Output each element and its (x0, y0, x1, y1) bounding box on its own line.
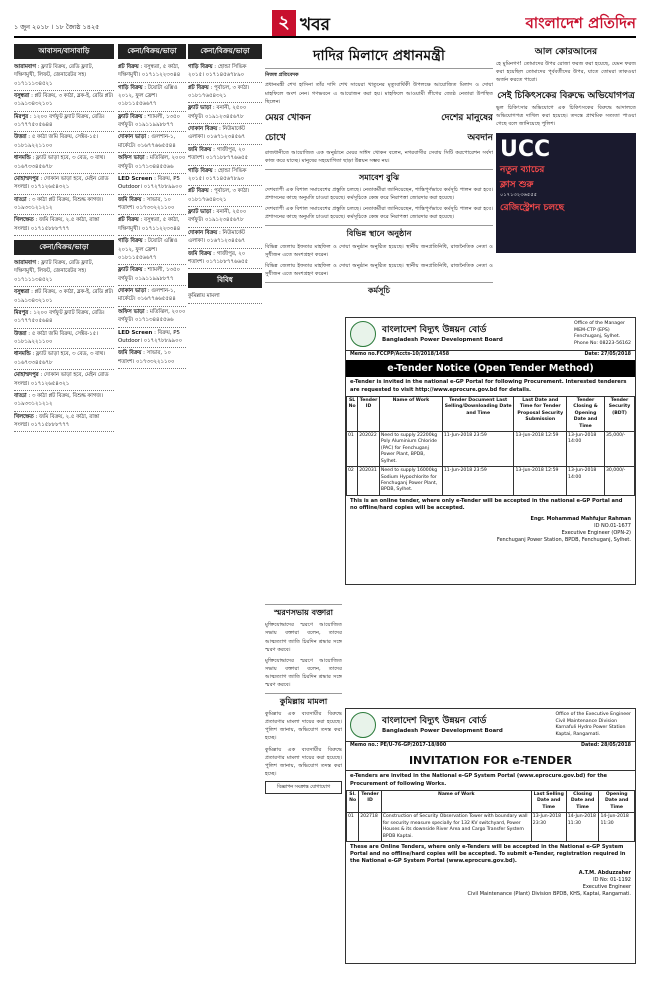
classified-ad: ফ্ল্যাট বিক্রয় : শ্যামলী, ১৩৫০ বর্গফুট। ০১৯১১৯৯৮৮৭৭ (118, 265, 186, 286)
table-row (347, 467, 635, 496)
classified-header: কেনা/বিক্রয়/ভাড়া (188, 44, 262, 59)
classified-ad-text: হোন্ডা সিভিক ২০১৫। ০১৭১৪৫৬৭৮৯০ (188, 63, 247, 79)
classified-ad: মিরপুর : ১২০০ বর্গফুট ফ্ল্যাট বিক্রয়, রেডি। ০১৭৭৭৫০৫৬৪৪ (14, 112, 114, 133)
sub-headline-left-2: চোখে (265, 132, 286, 143)
office-address: Office of the Manager MEM-CTP (EPS) Fenchuganj, Sylhet. Phone No: 08223-56162 (574, 321, 631, 346)
signatory-title: Executive Engineer (OPN-2) (561, 530, 631, 537)
bpdb-name-bn: বাংলাদেশ বিদ্যুৎ উন্নয়ন বোর্ড (382, 716, 487, 727)
classified-ad-title: মোহাম্মদপুর (14, 372, 39, 379)
tender-footer: These are Online Tenders, where only e-Tenders will be accepted in the National e-GP System Portal and no offline/hard copies will be accepted. To submit e-Tender, registration required in the National e-GP System Portal (www.eprocure.gov.bd). (350, 843, 626, 865)
classified-ad-text: গুলশান-১, মার্কেটে। ০১৬৭৭৬৬৫৫৪৪ (118, 134, 176, 149)
news-title: সেই চিকিৎসকের বিরুদ্ধে অভিযোগপত্র (497, 91, 635, 102)
classified-ad-title: বাড্ডা (14, 196, 27, 203)
classified-ad-title: ধানমন্ডি (14, 351, 31, 358)
classified-ad: অফিস ভাড়া : মতিঝিল, ২০০০ বর্গফুট। ০১৭১৩৪৪৫৫৬৬ (118, 153, 186, 174)
bpdb-seal-icon (350, 712, 376, 738)
classified-column-3 (188, 44, 262, 974)
classified-ad-text: বিক্রয়, P5 Outdoor। ০১৭২৭৮৮৯৯০০ (118, 329, 183, 344)
classified-ad-text: দোকান ভাড়া হবে, মেইন রোড সংলগ্ন। ০১৭১২৬৫৪৩২১ (14, 175, 109, 191)
signatory-title: Executive Engineer (582, 883, 631, 890)
article-paragraph: দেশব্যাপী এক বিশাল সমাবেশের প্রস্তুতি চলছে। নেতাকর্মীরা জানিয়েছেন, শান্তিপূর্ণভাবে কর্মসূচি পালন করা হবে। প্রশাসনের কাছে অনুমতি চাওয়া হয়েছে। কর্মসূচিকে কেন্দ্র করে নিরাপত্তা জোরদার করা হয়েছে। (265, 206, 493, 221)
classified-ad-title: বাড্ডা (14, 392, 27, 399)
classified-ad: দোকান ভাড়া : গুলশান-১, মার্কেটে। ০১৬৭৭৬৬৫৫৪৪ (118, 132, 186, 153)
memo-number: Memo no.: PE/U-76-GP/2017-18/800 (350, 743, 447, 749)
table-cell: 13-Jun-2018 12:59 (514, 467, 567, 496)
classified-ad: LED Screen : বিক্রয়, P5 Outdoor। ০১৭২৭৮৮৯৯০০ (118, 174, 186, 195)
classified-ad-title: বসুন্ধরা (14, 92, 30, 99)
classified-ad-title: জমি বিক্রয় (188, 146, 212, 153)
classified-ad: গাড়ি বিক্রয় : হোন্ডা সিভিক ২০১৫। ০১৭১৪৫৬৭৮৯০ (188, 166, 262, 187)
classified-ad: গাড়ি বিক্রয় : টয়োটা এক্সিও ২০১২, ফুল ফ্রেশ। ০১৮১১৫৫৬৬৭৭ (118, 236, 186, 265)
classified-ad-text: ৫ কাঠা জমি বিক্রয়, সেক্টর-১৫। ০১৮১৯২২১১০০ (14, 134, 99, 149)
tender-title: INVITATION FOR e-TENDER (346, 751, 635, 771)
classified-ad: প্লট বিক্রয় : পূর্বাচল, ৩ কাঠা। ০১৮১৭৬৫৪৩২১ (188, 186, 262, 207)
table-header-cell: Tender ID (358, 396, 380, 431)
signatory-id: ID No: 01-1192 (593, 876, 631, 883)
classified-ad-text: ৫ কাঠা জমি বিক্রয়, সেক্টর-১৫। ০১৮১৯২২১১০০ (14, 330, 99, 346)
ucc-phone: ০১৭১৩২৩৬৫৫৫ (500, 191, 538, 198)
sub-headline-right-2: অবদান (467, 132, 493, 143)
classified-ad-title: জমি বিক্রয় (118, 196, 142, 203)
section-heading: বিভিন্ন স্থানে অনুষ্ঠান (265, 225, 493, 240)
table-row (347, 813, 635, 842)
classified-ad: জমি বিক্রয় : গাজীপুর, ২০ শতাংশ। ০১৭১৮৮৭৭৬৬৫৫ (188, 249, 262, 270)
classified-ad: দোকান বিক্রয় : নিউমার্কেট এলাকা। ০১৬৭১২৩৪৫৬৭ (188, 228, 262, 249)
classified-ad-title: মিরপুর (14, 309, 29, 316)
table-header-cell: Tender ID (359, 790, 382, 812)
classified-ad: দোকান বিক্রয় : নিউমার্কেট এলাকা। ০১৬৭১২৩৪৫৬৭ (188, 124, 262, 145)
section-heading: কর্মসূচি (265, 282, 493, 297)
tender-notice-2 (345, 708, 636, 964)
table-cell: 01 (347, 431, 358, 466)
classified-ad: মোহাম্মদপুর : দোকান ভাড়া হবে, মেইন রোড সংলগ্ন। ০১৭১২৬৫৪৩২১ (14, 370, 114, 391)
news-body: ভুল চিকিৎসার অভিযোগে এক চিকিৎসকের বিরুদ্ধে আদালতে অভিযোগপত্র দাখিল করা হয়েছে। তদন্তে প্রাথমিক সত্যতা পাওয়া গেছে বলে জানিয়েছে পুলিশ। (496, 105, 636, 127)
classified-ad: বাড্ডা : ৩ কাঠা প্লট বিক্রয়, বিশুদ্ধ কাগজ। ০১৯৩৩১২১২১২ (14, 195, 114, 216)
classified-ad-text: ফ্ল্যাট বিক্রয়, রেডি ফ্ল্যাট, দক্ষিণমুখী, লিফট, জেনারেটর সহ। ০১৭১১১৩৪৫২১ (14, 260, 94, 283)
tender-notice-1 (345, 317, 636, 585)
classified-ad: মিরপুর : ১২০০ বর্গফুট ফ্ল্যাট বিক্রয়, রেডি। ০১৭৭৭৫০৫৬৪৪ (14, 308, 114, 329)
classified-ad: বসুন্ধরা : প্লট বিক্রয়, ৩ কাঠা, ব্লক-ই, রেডি প্লট। ০১৯১৩৪৩২১০১ (14, 91, 114, 112)
classified-ad-title: ফ্ল্যাট বিক্রয় (118, 267, 143, 274)
classified-ad-title: ধানমন্ডি (14, 155, 31, 162)
tender-footer: This is an online tender, where only e-Tender will be accepted in the national e-GP Portal and no offline/hard copies will be accepted. (350, 497, 623, 512)
classified-ad-title: গাড়ি বিক্রয় (188, 167, 213, 174)
classified-ad: উত্তরা : ৫ কাঠা জমি বিক্রয়, সেক্টর-১৫। ০১৮১৯২২১১০০ (14, 132, 114, 153)
table-header-cell: Last Date and Time for Tender Proposal Security Submission (514, 396, 567, 431)
classified-ad-text: দোকান ভাড়া হবে, মেইন রোড সংলগ্ন। ০১৭১২৬৫৪৩২১ (14, 372, 109, 387)
classified-ad-title: মোহাম্মদপুর (14, 175, 39, 182)
classified-ad-title: অফিস ভাড়া (118, 308, 145, 315)
misc-ad: কুমিল্লায় মামলা (188, 291, 262, 303)
issue-date: ১ জুন ২০১৮ । ১৮ জ্যৈষ্ঠ ১৪২৫ (14, 23, 100, 31)
tender-table (346, 396, 635, 496)
classified-ad-title: গাড়ি বিক্রয় (118, 84, 143, 91)
classified-ad-text: ফ্ল্যাট ভাড়া হবে, ৩ বেড, ৩ বাথ। ০১৬৭৩৩৪৫৬৭৮ (14, 351, 106, 366)
classified-ad: প্লট বিক্রয় : পূর্বাচল, ৩ কাঠা। ০১৮১৭৬৫৪৩২১ (188, 83, 262, 104)
classified-ad-title: গাড়ি বিক্রয় (118, 238, 143, 245)
classified-ad-text: গাজীপুর, ২০ শতাংশ। ০১৭১৮৮৭৭৬৬৫৫ (188, 250, 248, 265)
article-paragraph: বিভিন্ন জেলায় ইফতার মাহফিল ও দোয়া অনুষ্ঠান অনুষ্ঠিত হয়েছে। স্থানীয় জনপ্রতিনিধি, রাজনৈতিক নেতা ও সুধীজন এতে অংশগ্রহণ করেন। (265, 262, 493, 277)
table-cell: 13-Jun-2018 14:00 (567, 431, 605, 466)
tender-table (346, 790, 635, 842)
classified-ad: গাড়ি বিক্রয় : টয়োটা এক্সিও ২০১২, ফুল ফ্রেশ। ০১৮১১৫৫৬৬৭৭ (118, 83, 186, 112)
masthead (14, 8, 636, 38)
section-heading: কুমিল্লায় মামলা (265, 693, 342, 708)
misc-header: বিবিধ (188, 273, 262, 288)
signatory-name: A.T.M. Abduzzaher (578, 869, 631, 876)
section-title: খবর (300, 15, 330, 35)
classified-ad: ফ্ল্যাট ভাড়া : বনানী, ২৫০০ বর্গফুট। ০১৯১২৩৪৫৬৭৮ (188, 103, 262, 124)
signatory-id: ID NO.01-1677 (594, 523, 631, 530)
classified-ad-title: প্লট বিক্রয় (118, 217, 139, 224)
table-cell: 14-Jun-2018 11:30 (599, 813, 635, 842)
bpdb-name-bn: বাংলাদেশ বিদ্যুৎ উন্নয়ন বোর্ড (382, 325, 487, 336)
classified-ad-text: মতিঝিল, ২০০০ বর্গফুট। ০১৭১৩৪৪৫৫৬৬ (118, 308, 186, 324)
classified-ad: খিলক্ষেত : জমি বিক্রয়, ২.৫ কাঠা, রাস্তা সংলগ্ন। ০১৭১৫৮৮৮৭৭৭ (14, 215, 114, 236)
table-cell: 13-Jun-2018 12:59 (514, 431, 567, 466)
table-cell: 30,000/- (604, 467, 634, 496)
classified-ad-text: বনানী, ২৫০০ বর্গফুট। ০১৯১২৩৪৫৬৭৮ (188, 105, 247, 120)
classified-ad-text: পূর্বাচল, ৩ কাঠা। ০১৮১৭৬৫৪৩২১ (188, 188, 250, 203)
tender-intro: e-Tenders are invited in the National e-GP System Portal (www.eprocure.gov.bd) for the Procurement of following Works. (350, 773, 608, 787)
classified-ad-title: ফ্ল্যাট বিক্রয় (118, 113, 143, 120)
classified-ad-text: ৩ কাঠা প্লট বিক্রয়, বিশুদ্ধ কাগজ। ০১৯৩৩১২১২১২ (14, 196, 104, 212)
classified-ad-text: নিউমার্কেট এলাকা। ০১৬৭১২৩৪৫৬৭ (188, 126, 246, 141)
table-cell: 13-Jun-2018 23:30 (531, 813, 566, 842)
table-cell: 01 (347, 813, 359, 842)
signatory-office: Civil Maintenance (Plant) Division BPDB, KHS, Kaptai, Rangamati. (467, 890, 631, 897)
article-paragraph: কুমিল্লায় এক ব্যবসায়ীর বিরুদ্ধে প্রতারণার মামলা দায়ের করা হয়েছে। পুলিশ জানায়, অভিযোগ তদন্ত করা হচ্ছে। (265, 711, 342, 742)
page-number-badge: ২ (272, 10, 296, 36)
sub-headline-left: মেয়র খোকন (265, 112, 311, 123)
ucc-registration: রেজিস্ট্রেশন চলছে (500, 202, 565, 213)
classified-ad: উত্তরা : ৫ কাঠা জমি বিক্রয়, সেক্টর-১৫। ০১৮১৯২২১১০০ (14, 329, 114, 350)
classified-ad-text: গাজীপুর, ২০ শতাংশ। ০১৭১৮৮৭৭৬৬৫৫ (188, 146, 248, 162)
article-paragraph: বিভিন্ন জেলায় ইফতার মাহফিল ও দোয়া অনুষ্ঠান অনুষ্ঠিত হয়েছে। স্থানীয় জনপ্রতিনিধি, রাজনৈতিক নেতা ও সুধীজন এতে অংশগ্রহণ করেন। (265, 243, 493, 258)
byline: নিজস্ব প্রতিবেদক (265, 71, 299, 78)
ucc-logo: UCC (500, 136, 551, 162)
classified-ad: গাড়ি বিক্রয় : হোন্ডা সিভিক ২০১৫। ০১৭১৪৫৬৭৮৯০ (188, 62, 262, 83)
classified-ad: অফিস ভাড়া : মতিঝিল, ২০০০ বর্গফুট। ০১৭১৩৪৪৫৫৬৬ (118, 307, 186, 328)
tender-title: e-Tender Notice (Open Tender Method) (346, 360, 635, 377)
ucc-batch: নতুন ব্যাচের (500, 164, 545, 175)
classified-ad: জমি বিক্রয় : সাভার, ১০ শতাংশ। ০১৭৩৩২২১১০০ (118, 195, 186, 216)
classified-ad: আরামবাগ : ফ্ল্যাট বিক্রয়, রেডি ফ্ল্যাট, দক্ষিণমুখী, লিফট, জেনারেটর সহ। ০১৭১১১৩৪৫২১ (14, 62, 114, 91)
classified-ad-title: খিলক্ষেত (14, 217, 34, 224)
table-row (347, 431, 635, 466)
classified-ad-title: জমি বিক্রয় (188, 250, 212, 257)
table-cell: 35,000/- (604, 431, 634, 466)
classified-ad: জমি বিক্রয় : গাজীপুর, ২০ শতাংশ। ০১৭১৮৮৭৭৬৬৫৫ (188, 145, 262, 166)
classified-ad-text: প্লট বিক্রয়, ৩ কাঠা, ব্লক-ই, রেডি প্লট। ০১৯১৩৪৩২১০১ (14, 289, 114, 304)
classified-ad-text: ১২০০ বর্গফুট ফ্ল্যাট বিক্রয়, রেডি। ০১৭৭৭৫০৫৬৪৪ (14, 309, 105, 325)
classified-ad-text: ফ্ল্যাট ভাড়া হবে, ৩ বেড, ৩ বাথ। ০১৬৭৩৩৪৫৬৭৮ (14, 155, 106, 170)
classified-ad-text: হোন্ডা সিভিক ২০১৫। ০১৭১৪৫৬৭৮৯০ (188, 167, 247, 182)
table-cell: Need to supply 22200kg Poly Aluminium Chloride (PAC) for Fenchuganj Power Plant, BPDB, Sylhet. (379, 431, 442, 466)
table-cell: 11-Jun-2018 23:59 (442, 431, 514, 466)
memo-date: Dated: 28/05/2018 (581, 743, 631, 749)
article-paragraph: মুক্তিযোদ্ধাদের স্মরণে আয়োজিত সভায় বক্তারা বলেন, তাদের আত্মত্যাগ জাতি চিরদিন শ্রদ্ধার সঙ্গে স্মরণ করবে। (265, 622, 342, 653)
section-heading: স্মরণসভায় বক্তারা (265, 604, 342, 619)
memo-number: Memo no.FCCPP/Accts-10/2018/1458 (350, 352, 450, 358)
classified-ad-text: সাভার, ১০ শতাংশ। ০১৭৩৩২২১১০০ (118, 196, 175, 212)
classified-ad-text: ফ্ল্যাট বিক্রয়, রেডি ফ্ল্যাট, দক্ষিণমুখী, লিফট, জেনারেটর সহ। ০১৭১১১৩৪৫২১ (14, 63, 94, 87)
classified-ad-text: বসুন্ধরা, ৫ কাঠা, দক্ষিণমুখী। ০১৭১১২২৩৩৪৪ (118, 63, 181, 79)
classified-ad-title: LED Screen (118, 329, 153, 336)
classified-ad-title: প্লট বিক্রয় (188, 188, 209, 195)
classified-ad-title: বসুন্ধরা (14, 289, 30, 296)
classified-ad: দোকান ভাড়া : গুলশান-১, মার্কেটে। ০১৬৭৭৬৬৫৫৪৪ (118, 286, 186, 307)
table-header-cell: Sl. No (347, 790, 359, 812)
table-cell: 02 (347, 467, 358, 496)
table-cell: 13-Jun-2018 14:00 (567, 467, 605, 496)
classified-ad-text: নিউমার্কেট এলাকা। ০১৬৭১২৩৪৫৬৭ (188, 229, 246, 245)
table-cell: 202718 (359, 813, 382, 842)
lower-news-column (265, 600, 342, 970)
classified-ad: ধানমন্ডি : ফ্ল্যাট ভাড়া হবে, ৩ বেড, ৩ বাথ। ০১৬৭৩৩৪৫৬৭৮ (14, 349, 114, 370)
classified-ad-text: শ্যামলী, ১৩৫০ বর্গফুট। ০১৯১১৯৯৮৮৭৭ (118, 113, 180, 129)
classified-ad-text: সাভার, ১০ শতাংশ। ০১৭৩৩২২১১০০ (118, 350, 175, 365)
classified-header: কেনা/বিক্রয়/ভাড়া (118, 44, 186, 59)
classified-ad-text: জমি বিক্রয়, ২.৫ কাঠা, রাস্তা সংলগ্ন। ০১৭১৫৮৮৮৭৭৭ (14, 413, 100, 429)
classified-header-2: কেনা/বিক্রয়/ভাড়া (14, 240, 114, 255)
table-header-cell: Tender Security (BDT) (604, 396, 634, 431)
section-heading: সমাবেশ বুঝি (265, 169, 493, 184)
quran-quote: হে মুমিনগণ! তোমাদের উপর রোজা ফরজ করা হয়েছে, যেমন ফরজ করা হয়েছিল তোমাদের পূর্ববর্তীদের উপর, যাতে তোমরা তাকওয়া অর্জন করতে পারো। (496, 61, 636, 83)
classified-ad: খিলক্ষেত : জমি বিক্রয়, ২.৫ কাঠা, রাস্তা সংলগ্ন। ০১৭১৫৮৮৮৭৭৭ (14, 412, 114, 433)
classified-ad-title: প্লট বিক্রয় (188, 84, 209, 91)
classified-ad-text: টয়োটা এক্সিও ২০১২, ফুল ফ্রেশ। ০১৮১১৫৫৬৬৭৭ (118, 238, 178, 261)
classified-ad-title: দোকান বিক্রয় (188, 126, 218, 133)
paper-logo: বাংলাদেশ প্রতিদিন (525, 14, 636, 32)
bpdb-name-en: Bangladesh Power Development Board (382, 336, 503, 343)
signatory-office: Fenchuganj Power Station, BPDB, Fenchuganj, Sylhet. (496, 537, 631, 544)
classified-ad-title: দোকান ভাড়া (118, 134, 147, 141)
ucc-advertisement (496, 133, 636, 253)
ucc-class: ক্লাস শুরু (500, 179, 534, 190)
classified-ad-title: LED Screen (118, 175, 153, 182)
classified-ad-title: জমি বিক্রয় (118, 350, 142, 357)
signature-block (346, 868, 635, 900)
sub-headline-right: দেশের মানুষের (441, 112, 493, 123)
office-address: Office of the Executive Engineer Civil Maintenance Division Karnafuli Hydro Power Station Kaptai, Rangamati. (555, 712, 631, 737)
classified-ad-text: ১২০০ বর্গফুট ফ্ল্যাট বিক্রয়, রেডি। ০১৭৭৭৫০৫৬৪৪ (14, 113, 105, 129)
article-paragraph: প্রধানমন্ত্রী শেখ হাসিনা তাঁর দাদি শেখ সায়েরা খাতুনের মৃত্যুবার্ষিকী উপলক্ষে আয়োজিত মিলাদ ও দোয়া মাহফিলে অংশ নেন। গণভবনে এ আয়োজন করা হয়। মাহফিলে আওয়ামী লীগের জ্যেষ্ঠ নেতারা উপস্থিত ছিলেন। (265, 82, 493, 105)
table-header-cell: Opening Date and Time (599, 790, 635, 812)
table-header-cell: Last Selling Date and Time (531, 790, 566, 812)
table-header-cell: Closing Date and Time (566, 790, 599, 812)
table-cell: Construction of Security Observation Tower with boundary wall for security measure specially for 132 KV switchyard, Power Houses & its downside River Area and Cargo Transfer System BPDB Kaptai. (381, 813, 531, 842)
ad-contact-note: বিজ্ঞাপন সংক্রান্ত যোগাযোগ (265, 781, 342, 794)
classified-ad-title: ফ্ল্যাট ভাড়া (188, 105, 212, 112)
classified-ad: মোহাম্মদপুর : দোকান ভাড়া হবে, মেইন রোড সংলগ্ন। ০১৭১২৬৫৪৩২১ (14, 174, 114, 195)
bpdb-name-en: Bangladesh Power Development Board (382, 727, 503, 734)
table-header-cell: Name of Work (381, 790, 531, 812)
classified-ad-title: প্লট বিক্রয় (118, 63, 139, 70)
main-headline: দাদির মিলাদে প্রধানমন্ত্রী (265, 46, 493, 69)
classified-ad-title: ফ্ল্যাট ভাড়া (188, 209, 212, 216)
table-cell: 11-Jun-2018 23:59 (442, 467, 514, 496)
article-paragraph: মুক্তিযোদ্ধাদের স্মরণে আয়োজিত সভায় বক্তারা বলেন, তাদের আত্মত্যাগ জাতি চিরদিন শ্রদ্ধার সঙ্গে স্মরণ করবে। (265, 657, 342, 688)
article-paragraph: কুমিল্লায় এক ব্যবসায়ীর বিরুদ্ধে প্রতারণার মামলা দায়ের করা হয়েছে। পুলিশ জানায়, অভিযোগ তদন্ত করা হচ্ছে। (265, 746, 342, 777)
classified-ad: আরামবাগ : ফ্ল্যাট বিক্রয়, রেডি ফ্ল্যাট, দক্ষিণমুখী, লিফট, জেনারেটর সহ। ০১৭১১১৩৪৫২১ (14, 258, 114, 287)
table-cell: 202031 (358, 467, 380, 496)
classified-ad-text: প্লট বিক্রয়, ৩ কাঠা, ব্লক-ই, রেডি প্লট। ০১৯১৩৪৩২১০১ (14, 92, 114, 108)
classified-ad: প্লট বিক্রয় : বসুন্ধরা, ৫ কাঠা, দক্ষিণমুখী। ০১৭১১২২৩৩৪৪ (118, 215, 186, 236)
table-header-cell: Name of Work (379, 396, 442, 431)
classified-ad-title: দোকান বিক্রয় (188, 229, 218, 236)
classified-ad-title: আরামবাগ (14, 63, 36, 70)
classified-ad-text: মতিঝিল, ২০০০ বর্গফুট। ০১৭১৩৪৪৫৫৬৬ (118, 155, 186, 170)
signature-block (346, 514, 635, 546)
classified-ad-text: টয়োটা এক্সিও ২০১২, ফুল ফ্রেশ। ০১৮১১৫৫৬৬৭৭ (118, 84, 178, 108)
classified-ad-title: অফিস ভাড়া (118, 155, 145, 162)
classified-ad-text: পূর্বাচল, ৩ কাঠা। ০১৮১৭৬৫৪৩২১ (188, 84, 250, 99)
classified-ad-text: গুলশান-১, মার্কেটে। ০১৬৭৭৬৬৫৫৪৪ (118, 288, 176, 303)
table-header-cell: Tender Document Last Selling/Downloading Date and Time (442, 396, 514, 431)
classified-ad-title: আরামবাগ (14, 260, 36, 267)
classified-ad-title: মিরপুর (14, 113, 29, 120)
classified-ad: বাড্ডা : ৩ কাঠা প্লট বিক্রয়, বিশুদ্ধ কাগজ। ০১৯৩৩১২১২১২ (14, 391, 114, 412)
quran-title: আল কোরআনের (534, 47, 598, 57)
classified-column-2 (118, 44, 186, 974)
classified-ad-text: ৩ কাঠা প্লট বিক্রয়, বিশুদ্ধ কাগজ। ০১৯৩৩১২১২১২ (14, 392, 104, 408)
table-header-cell: Tender Closing & Opening Date and Time (567, 396, 605, 431)
classified-ad-text: বিক্রয়, P5 Outdoor। ০১৭২৭৮৮৯৯০০ (118, 175, 183, 191)
signatory-name: Engr. Mohammad Mahfujur Rahman (530, 516, 631, 523)
classified-header: আবাসন/বাসাবাড়ি (14, 44, 114, 59)
classified-ad: LED Screen : বিক্রয়, P5 Outdoor। ০১৭২৭৮৮৯৯০০ (118, 328, 186, 349)
classified-column-1 (14, 44, 114, 974)
classified-ad-title: উত্তরা (14, 330, 27, 337)
classified-ad-title: গাড়ি বিক্রয় (188, 63, 213, 70)
article-paragraph: রাজধানীতে আয়োজিত এক অনুষ্ঠানে মেয়র সাঈদ খোকন বলেন, নগরবাসীর সেবায় সিটি করপোরেশন সর্বদা কাজ করে যাচ্ছে। মানুষের সহযোগিতা ছাড়া উন্নয়ন সম্ভব নয়। (265, 149, 493, 164)
classified-ad: বসুন্ধরা : প্লট বিক্রয়, ৩ কাঠা, ব্লক-ই, রেডি প্লট। ০১৯১৩৪৩২১০১ (14, 287, 114, 308)
table-cell: 202022 (358, 431, 380, 466)
classified-ad-title: খিলক্ষেত (14, 413, 34, 420)
article-paragraph: দেশব্যাপী এক বিশাল সমাবেশের প্রস্তুতি চলছে। নেতাকর্মীরা জানিয়েছেন, শান্তিপূর্ণভাবে কর্মসূচি পালন করা হবে। প্রশাসনের কাছে অনুমতি চাওয়া হয়েছে। কর্মসূচিকে কেন্দ্র করে নিরাপত্তা জোরদার করা হয়েছে। (265, 187, 493, 202)
classified-ad-text: শ্যামলী, ১৩৫০ বর্গফুট। ০১৯১১৯৯৮৮৭৭ (118, 267, 180, 282)
classified-ad: প্লট বিক্রয় : বসুন্ধরা, ৫ কাঠা, দক্ষিণমুখী। ০১৭১১২২৩৩৪৪ (118, 62, 186, 83)
classified-ad: ধানমন্ডি : ফ্ল্যাট ভাড়া হবে, ৩ বেড, ৩ বাথ। ০১৬৭৩৩৪৫৬৭৮ (14, 153, 114, 174)
classified-ad: ফ্ল্যাট ভাড়া : বনানী, ২৫০০ বর্গফুট। ০১৯১২৩৪৫৬৭৮ (188, 207, 262, 228)
classified-ad: জমি বিক্রয় : সাভার, ১০ শতাংশ। ০১৭৩৩২২১১০০ (118, 348, 186, 369)
classified-ad-title: উত্তরা (14, 134, 27, 141)
memo-date: Date: 27/05/2018 (584, 352, 631, 358)
table-cell: 14-Jun-2018 11:30 (566, 813, 599, 842)
classified-ad-title: দোকান ভাড়া (118, 288, 147, 295)
classified-ad-text: জমি বিক্রয়, ২.৫ কাঠা, রাস্তা সংলগ্ন। ০১৭১৫৮৮৮৭৭৭ (14, 217, 100, 232)
tender-intro: e-Tender is invited in the national e-GP Portal for following Procurement. Interested tenderers are requested to visit http://www.eprocure.gov.bd for details. (350, 379, 627, 393)
table-header-cell: SL No (347, 396, 358, 431)
classified-ad-text: বসুন্ধরা, ৫ কাঠা, দক্ষিণমুখী। ০১৭১১২২৩৩৪৪ (118, 217, 181, 232)
table-cell: Need to supply 16000kg Sodium Hypochlorite for Fenchuganj Power Plant, BPDB, Sylhet. (379, 467, 442, 496)
classified-ad: ফ্ল্যাট বিক্রয় : শ্যামলী, ১৩৫০ বর্গফুট। ০১৯১১৯৯৮৮৭৭ (118, 112, 186, 133)
classified-ad-text: বনানী, ২৫০০ বর্গফুট। ০১৯১২৩৪৫৬৭৮ (188, 209, 247, 224)
bpdb-seal-icon (350, 321, 376, 347)
